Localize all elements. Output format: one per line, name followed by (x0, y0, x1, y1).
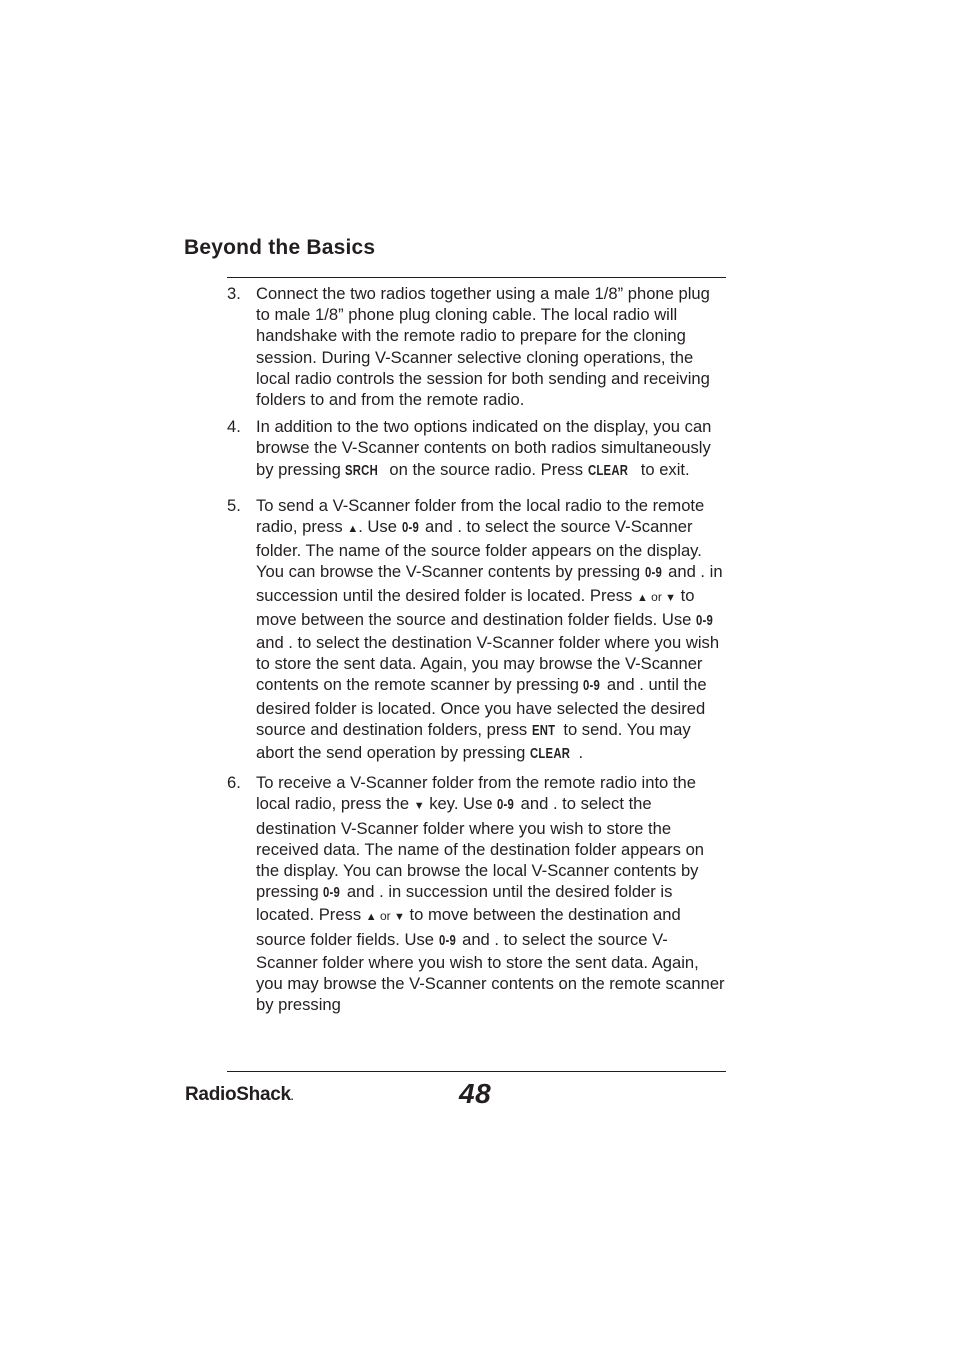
list-item (227, 283, 727, 410)
text-run: and . to select the source V-Scanner folder where you wish to store the sent data. Again, you may browse the V-Scanner contents on the remote scanner by pressing (256, 929, 725, 1015)
text-run: To receive a V-Scanner folder from the remote radio into the local radio, press the (256, 773, 696, 814)
brand-logo (185, 1084, 293, 1106)
brand-name: RadioShack (185, 1084, 291, 1105)
text-run: In addition to the two options indicated on the display, you can browse the V-Scanner contents on both radios simultaneously by pressing (256, 417, 712, 479)
item-number: 3. (227, 284, 241, 303)
down-arrow-icon: ▼ (413, 800, 425, 813)
key-label: 0-9 (497, 797, 515, 814)
top-divider (227, 277, 726, 278)
list-item (227, 495, 727, 765)
text-run: Connect the two radios together using a male 1/8” phone plug to male 1/8” phone plug cloning cable. The local radio will handshake with the remote radio to prepare for the cloning session. During V-Scanner selective cloning operations, the local radio controls the session for both sending and receiving folders to and from the remote radio. (256, 284, 710, 410)
text-run: key. Use (424, 794, 498, 814)
list-item (227, 772, 727, 1015)
key-label: 0-9 (401, 520, 419, 537)
item-text (256, 283, 727, 410)
key-label: 0-9 (323, 885, 341, 902)
or-text: or (647, 589, 666, 604)
item-number: 6. (227, 773, 241, 793)
text-run: to exit. (636, 459, 690, 479)
brand-mark: . (290, 1092, 294, 1103)
key-label: 0-9 (696, 612, 714, 629)
down-arrow-icon: ▼ (665, 591, 677, 604)
text-run: and . until the desired folder is located. Once you have selected the desired source and destination folders, press (256, 675, 707, 739)
text-run: . (578, 743, 584, 763)
list-item (227, 416, 727, 482)
item-number: 5. (227, 495, 241, 515)
key-label: CLEAR (587, 462, 628, 479)
item-text (256, 495, 727, 765)
item-text (256, 416, 727, 482)
text-run: to send. You may abort the send operation by pressing (256, 719, 691, 763)
bottom-divider (227, 1071, 726, 1072)
text-run: to move between the destination and source folder fields. Use (256, 905, 681, 949)
text-run: . Use (358, 517, 402, 537)
text-run: and . in succession until the desired folder is located. Press (256, 562, 723, 605)
key-label: SRCH (345, 462, 379, 479)
key-label: CLEAR (529, 746, 571, 763)
text-run: on the source radio. Press (384, 459, 588, 479)
up-arrow-icon: ▲ (347, 523, 359, 536)
key-label: 0-9 (583, 678, 601, 695)
key-label: 0-9 (438, 932, 456, 949)
up-arrow-icon: ▲ (365, 911, 377, 924)
key-label: 0-9 (644, 565, 662, 582)
text-run: and . to select the source V-Scanner folder. The name of the source folder appears on the display. You can browse the V-Scanner contents by pressing (256, 517, 702, 582)
text-run: and . in succession until the desired folder is located. Press (256, 882, 673, 925)
text-run: and . to select the destination V-Scanner folder where you wish to store the sent data. Again, you may browse the V-Scanner contents on the remote scanner by pressing (256, 633, 720, 695)
instruction-list (227, 283, 727, 1016)
text-run: and . to select the destination V-Scanner folder where you wish to store the received data. The name of the destination folder appears on the display. You can browse the local V-Scanner contents by pressing (256, 794, 705, 902)
key-label: ENT (531, 722, 556, 739)
or-text: or (376, 909, 394, 924)
text-run: To send a V-Scanner folder from the local radio to the remote radio, press (256, 495, 705, 537)
page-number: 48 (459, 1078, 492, 1109)
up-arrow-icon: ▲ (636, 591, 648, 604)
item-number: 4. (227, 417, 241, 437)
down-arrow-icon: ▼ (394, 911, 405, 924)
section-heading: Beyond the Basics (184, 236, 376, 259)
item-text (256, 772, 727, 1015)
text-run: to move between the source and destination folder fields. Use (256, 585, 696, 629)
